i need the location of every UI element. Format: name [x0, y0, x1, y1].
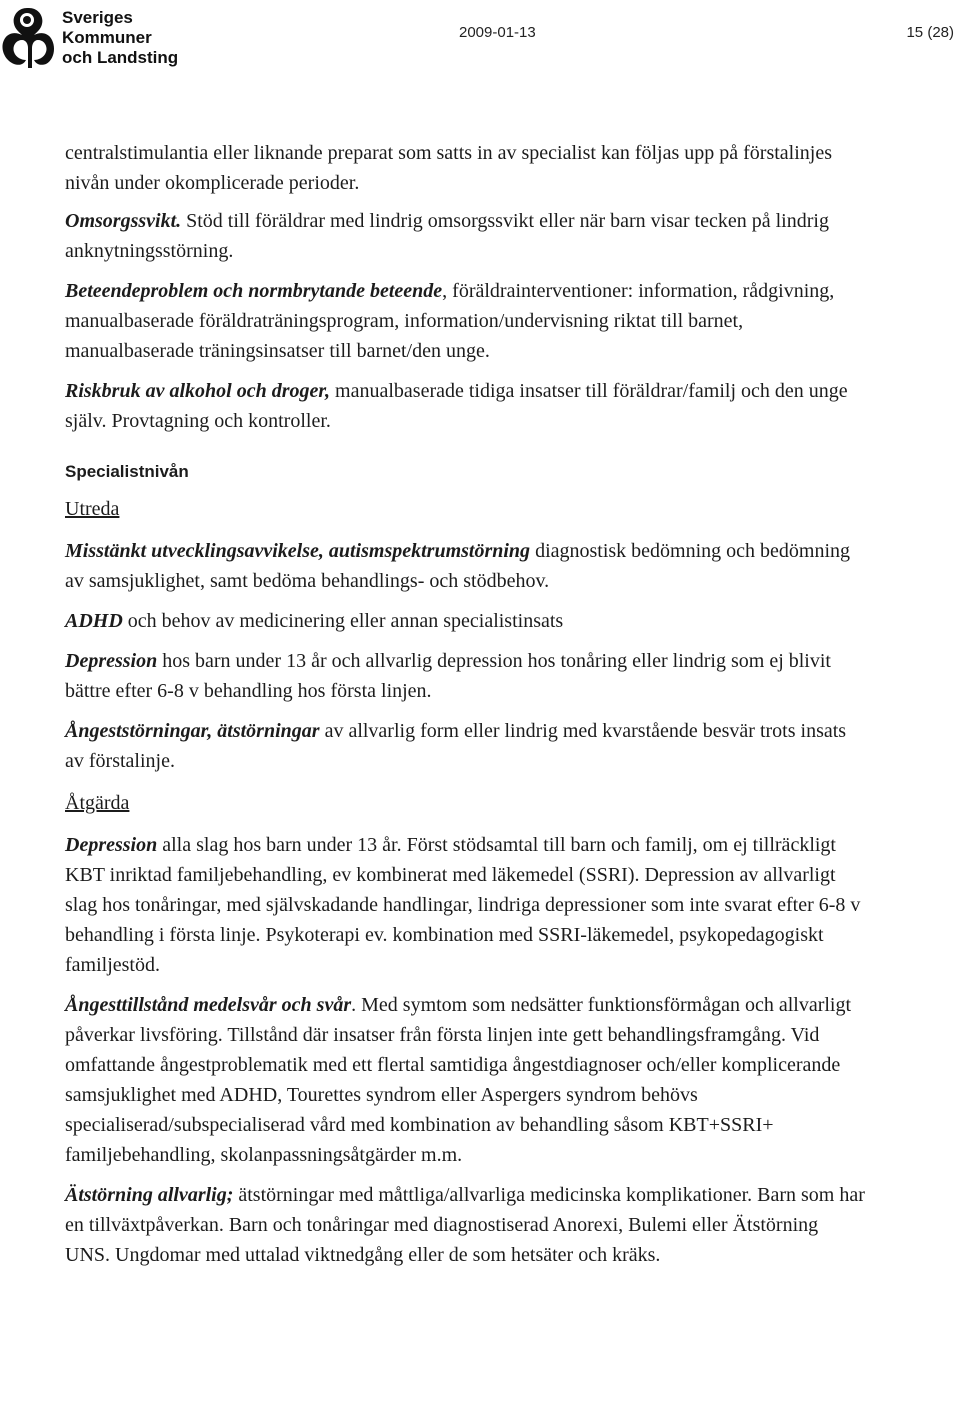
text-angesttillstand: . Med symtom som nedsätter funktionsförmågan och allvarligt påverkar livsföring. Tillstånd där insatser från första linjen inte gett behandlingsframgång. Vid omfattande ångestproblematik med ett flertal samtidiga ångestdiagnoser och/eller komplicerande samsjuklighet med ADHD, Tourettes syndrom eller Aspergers syndrom behövs specialiserad/subspecialiserad vård med kombination av behandling såsom KBT+SSRI+ familjebehandling, skolanpassningsåtgärder m.m.: [65, 994, 852, 1166]
page-number: 15 (28): [906, 24, 954, 41]
text-omsorgssvikt: Stöd till föräldrar med lindrig omsorgssvikt eller när barn visar tecken på lindrig anknytningsstörning.: [65, 210, 829, 262]
paragraph-angeststorningar: [65, 716, 865, 776]
term-adhd: ADHD: [65, 610, 123, 632]
paragraph-adhd: [65, 606, 865, 636]
logo-line-3: och Landsting: [62, 48, 179, 67]
term-atstorning: Ätstörning allvarlig;: [65, 1184, 234, 1206]
logo-line-1: Sveriges: [62, 8, 133, 27]
term-depression-atgarda: Depression: [65, 834, 158, 856]
paragraph-atstorning: [65, 1180, 865, 1270]
text-atstorning: ätstörningar med måttliga/allvarliga medicinska komplikationer. Barn som har en tillväxtpåverkan. Barn och tonåringar med diagnostiserad Anorexi, Bulemi eller Ätstörning UNS. Ungdomar med uttalad viktnedgång eller de som hetsäter och kräks.: [65, 1184, 865, 1266]
paragraph-beteendeproblem: [65, 276, 865, 366]
logo-line-2: Kommuner: [62, 28, 152, 47]
organization-logo: [0, 0, 190, 76]
paragraph-misstankt: [65, 536, 865, 596]
document-body: [65, 138, 865, 1270]
text-angeststorningar: av allvarlig form eller lindrig med kvarstående besvär trots insats av förstalinje.: [65, 720, 847, 772]
term-riskbruk: Riskbruk av alkohol och droger,: [65, 380, 331, 402]
paragraph-omsorgssvikt: [65, 206, 865, 266]
term-angesttillstand: Ångesttillstånd medelsvår och svår: [65, 994, 352, 1016]
logo-symbol-icon: [0, 2, 54, 72]
paragraph-riskbruk: [65, 376, 865, 436]
text-depression-atgarda: alla slag hos barn under 13 år. Först stödsamtal till barn och familj, om ej tillräckligt KBT inriktad familjebehandling, ev kombinerat med läkemedel (SSRI). Depression av allvarligt slag hos tonåringar, med självskadande handlingar, lindriga depressioner som inte svarat efter 6-8 v behandling i första linje. Psykoterapi ev. kombination med SSRI-läkemedel, psykopedagogiskt familjestöd.: [65, 834, 861, 976]
text-misstankt: diagnostisk bedömning och bedömning av samsjuklighet, samt bedöma behandlings- och stödbehov.: [65, 540, 851, 592]
paragraph-angesttillstand: [65, 990, 865, 1170]
term-angeststorningar: Ångeststörningar, ätstörningar: [65, 720, 320, 742]
paragraph-depression-utreda: [65, 646, 865, 706]
term-beteendeproblem: Beteendeproblem och normbrytande beteende: [65, 280, 443, 302]
document-date: 2009-01-13: [459, 24, 536, 41]
term-misstankt: Misstänkt utvecklingsavvikelse, autismspektrumstörning: [65, 540, 531, 562]
term-omsorgssvikt: Omsorgssvikt.: [65, 210, 182, 232]
paragraph-centralstimulantia: centralstimulantia eller liknande preparat som satts in av specialist kan följas upp på förstalinjes nivån under okomplicerade perioder.: [65, 142, 832, 194]
text-depression-utreda: hos barn under 13 år och allvarlig depression hos tonåring eller lindrig som ej blivit bättre efter 6-8 v behandling hos första linjen.: [65, 650, 831, 702]
term-depression-utreda: Depression: [65, 650, 158, 672]
text-beteendeproblem: , föräldrainterventioner: information, rådgivning, manualbaserade föräldraträningsprogram, information/undervisning riktat till barnet, manualbaserade träningsinsatser till barnet/den unge.: [65, 280, 835, 362]
text-adhd: och behov av medicinering eller annan specialistinsats: [122, 610, 564, 632]
page-header: [0, 0, 960, 80]
paragraph-depression-atgarda: [65, 830, 865, 980]
logo-wordmark: [62, 8, 178, 68]
subheading-atgarda: Åtgärda: [65, 792, 130, 814]
subheading-utreda: Utreda: [65, 498, 120, 520]
heading-specialistnivan: Specialistnivån: [65, 462, 189, 481]
text-riskbruk: manualbaserade tidiga insatser till föräldrar/familj och den unge själv. Provtagning och kontroller.: [65, 380, 848, 432]
